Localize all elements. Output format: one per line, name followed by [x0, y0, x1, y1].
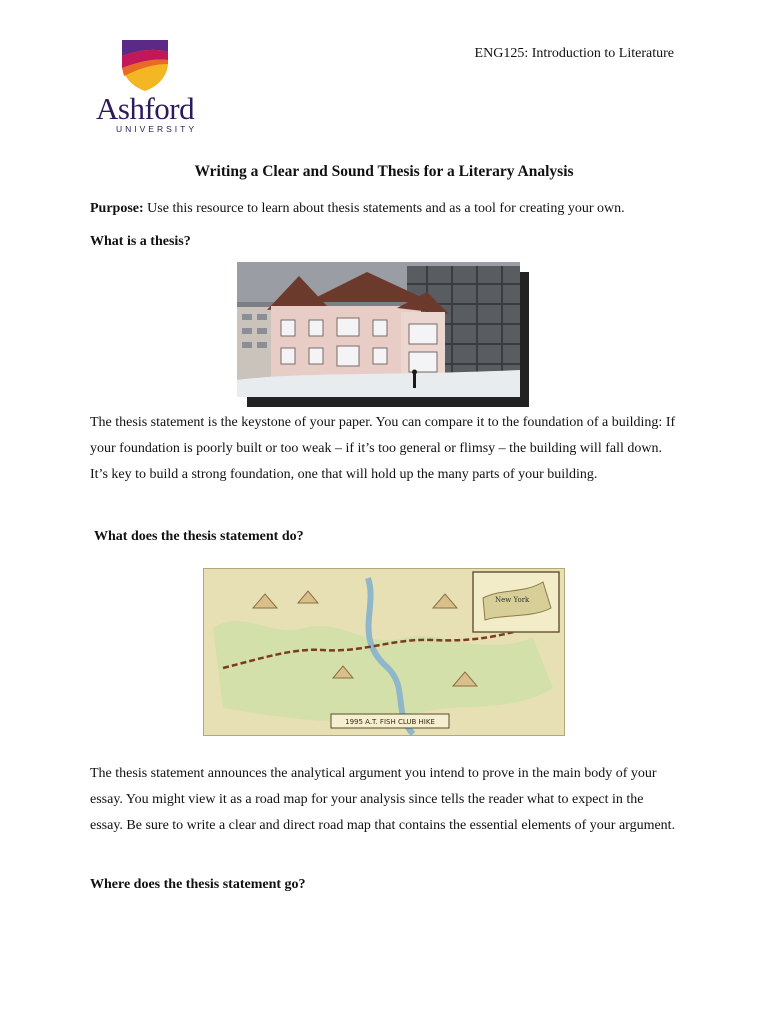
section-heading-what-is-thesis: What is a thesis?: [90, 234, 191, 249]
map-inset-label: New York: [495, 596, 530, 604]
section-heading-what-does-thesis-do: What does the thesis statement do?: [94, 529, 304, 544]
shield-icon: [120, 38, 170, 92]
logo-subtext: UNIVERSITY: [116, 124, 198, 134]
building-image: [237, 262, 520, 397]
paragraph-line: essay. You might view it as a road map for your analysis since tells the reader what to expect in the: [90, 792, 644, 807]
paragraph-line: The thesis statement is the keystone of your paper. You can compare it to the foundation of a building: If: [90, 415, 676, 430]
page-title: Writing a Clear and Sound Thesis for a Literary Analysis: [194, 163, 574, 180]
purpose-paragraph: [90, 196, 625, 222]
paragraph-line: essay. Be sure to write a clear and direct road map that contains the essential elements of your argument.: [90, 818, 676, 833]
thesis-roadmap-paragraph: [90, 761, 675, 839]
building-photo: [237, 262, 529, 407]
map-banner: 1995 A.T. FISH CLUB HIKE: [345, 718, 435, 726]
section-heading-where-does-thesis-go: Where does the thesis statement go?: [90, 877, 306, 892]
paragraph-line: It’s key to build a strong foundation, one that will hold up the many parts of your building.: [90, 467, 598, 482]
purpose-text: Use this resource to learn about thesis statements and as a tool for creating your own.: [143, 201, 625, 216]
logo-wordmark: Ashford: [96, 91, 195, 126]
paragraph-line: The thesis statement announces the analytical argument you intend to prove in the main body of your: [90, 766, 657, 781]
thesis-keystone-paragraph: [90, 410, 675, 488]
ashford-logo: [96, 38, 196, 134]
course-header: ENG125: Introduction to Literature: [474, 46, 674, 61]
paragraph-line: your foundation is poorly built or too weak – if it’s too general or flimsy – the building will fall down.: [90, 441, 662, 456]
road-map-image: [203, 568, 565, 736]
purpose-label: Purpose:: [90, 201, 144, 216]
